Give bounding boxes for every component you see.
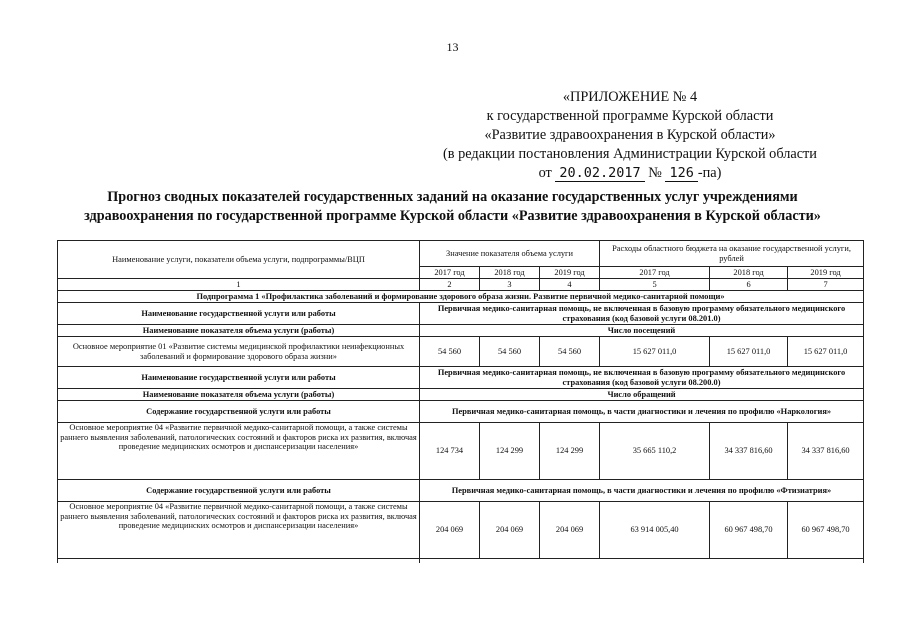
indicator-label: Наименование показателя объема услуги (работы) <box>58 389 420 401</box>
appendix-line2: к государственной программе Курской области <box>486 108 774 124</box>
indicator-value: Число обращений <box>420 389 864 401</box>
activity-name: Основное мероприятие 01 «Развитие системы медицинской профилактики неинфекционных заболеваний и формирование здорового образа жизни» <box>58 337 420 367</box>
service-name-label: Наименование государственной услуги или работы <box>58 303 420 325</box>
number-prefix: № <box>648 165 662 181</box>
value-cell: 54 560 <box>480 337 540 367</box>
appendix-line4: (в редакции постановления Администрации Курской области <box>443 146 817 162</box>
date-handwritten: 20.02.2017 <box>555 165 644 182</box>
column-number: 5 <box>600 279 710 291</box>
indicator-value: Число посещений <box>420 325 864 337</box>
column-number: 6 <box>710 279 788 291</box>
year-cell: 2017 год <box>600 267 710 279</box>
value-cell: 60 967 498,70 <box>788 502 864 559</box>
value-cell: 15 627 011,0 <box>788 337 864 367</box>
indicator-label: Наименование показателя объема услуги (работы) <box>58 325 420 337</box>
appendix-header <box>410 88 850 183</box>
value-cell: 204 069 <box>420 502 480 559</box>
header-row <box>58 241 864 267</box>
data-row <box>58 423 864 480</box>
number-suffix: -па) <box>697 165 722 181</box>
value-cell: 204 069 <box>480 502 540 559</box>
value-cell: 15 627 011,0 <box>600 337 710 367</box>
header-expenses: Расходы областного бюджета на оказание государственной услуги, рублей <box>600 241 864 267</box>
title-line1: Прогноз сводных показателей государственных заданий на оказание государственных услуг учреждениями <box>107 189 798 205</box>
service-name-row <box>58 367 864 389</box>
service-name-value: Первичная медико-санитарная помощь, не включенная в базовую программу обязательного медицинского страхования (код базовой услуги 08.201.0) <box>420 303 864 325</box>
number-handwritten: 126 <box>665 165 697 182</box>
value-cell: 204 069 <box>540 502 600 559</box>
service-content-value: Первичная медико-санитарная помощь, в части диагностики и лечения по профилю «Фтизиатрия» <box>420 480 864 502</box>
year-cell: 2017 год <box>420 267 480 279</box>
service-content-label: Содержание государственной услуги или работы <box>58 480 420 502</box>
service-name-row <box>58 303 864 325</box>
page-number: 13 <box>446 40 459 54</box>
column-number: 2 <box>420 279 480 291</box>
column-numbers-row <box>58 279 864 291</box>
value-cell: 124 734 <box>420 423 480 480</box>
date-prefix: от <box>538 165 552 181</box>
activity-name: Основное мероприятие 04 «Развитие первичной медико-санитарной помощи, а также системы раннего выявления заболеваний, патологических состояний и факторов риска их развития, включая проведение медицинских осмотров и диспансеризации населения» <box>58 423 420 480</box>
service-content-row <box>58 480 864 502</box>
column-number: 3 <box>480 279 540 291</box>
appendix-line5 <box>410 164 850 183</box>
value-cell: 54 560 <box>540 337 600 367</box>
page-bottom-cutoff <box>0 563 905 640</box>
value-cell: 63 914 005,40 <box>600 502 710 559</box>
year-cell: 2019 год <box>788 267 864 279</box>
subprogram-title: Подпрограмма 1 «Профилактика заболеваний и формирование здорового образа жизни. Развитие первичной медико-санитарной помощи» <box>58 291 864 303</box>
indicator-row <box>58 325 864 337</box>
title-line2: здравоохранения по государственной программе Курской области «Развитие здравоохранения в Курской области» <box>84 208 821 224</box>
year-cell: 2019 год <box>540 267 600 279</box>
value-cell: 54 560 <box>420 337 480 367</box>
data-row <box>58 502 864 559</box>
year-cell: 2018 год <box>480 267 540 279</box>
column-number: 4 <box>540 279 600 291</box>
header-volume: Значение показателя объема услуги <box>420 241 600 267</box>
value-cell: 124 299 <box>540 423 600 480</box>
value-cell: 15 627 011,0 <box>710 337 788 367</box>
value-cell: 60 967 498,70 <box>710 502 788 559</box>
service-content-value: Первичная медико-санитарная помощь, в части диагностики и лечения по профилю «Наркология» <box>420 401 864 423</box>
column-number: 7 <box>788 279 864 291</box>
appendix-line1: «ПРИЛОЖЕНИЕ № 4 <box>562 89 698 105</box>
service-name-label: Наименование государственной услуги или работы <box>58 367 420 389</box>
value-cell: 35 665 110,2 <box>600 423 710 480</box>
value-cell: 124 299 <box>480 423 540 480</box>
service-content-label: Содержание государственной услуги или работы <box>58 401 420 423</box>
value-cell: 34 337 816,60 <box>710 423 788 480</box>
year-cell: 2018 год <box>710 267 788 279</box>
service-content-row <box>58 401 864 423</box>
service-name-value: Первичная медико-санитарная помощь, не включенная в базовую программу обязательного медицинского страхования (код базовой услуги 08.200.0) <box>420 367 864 389</box>
forecast-table <box>57 240 864 593</box>
value-cell: 34 337 816,60 <box>788 423 864 480</box>
indicator-row <box>58 389 864 401</box>
header-name: Наименование услуги, показатели объема услуги, подпрограммы/ВЦП <box>58 241 420 279</box>
activity-name: Основное мероприятие 04 «Развитие первичной медико-санитарной помощи, а также системы раннего выявления заболеваний, патологических состояний и факторов риска их развития, включая проведение медицинских осмотров и диспансеризации населения» <box>58 502 420 559</box>
data-row <box>58 337 864 367</box>
column-number: 1 <box>58 279 420 291</box>
subprogram-row <box>58 291 864 303</box>
document-title <box>40 188 865 226</box>
appendix-line3: «Развитие здравоохранения в Курской области» <box>484 127 776 143</box>
